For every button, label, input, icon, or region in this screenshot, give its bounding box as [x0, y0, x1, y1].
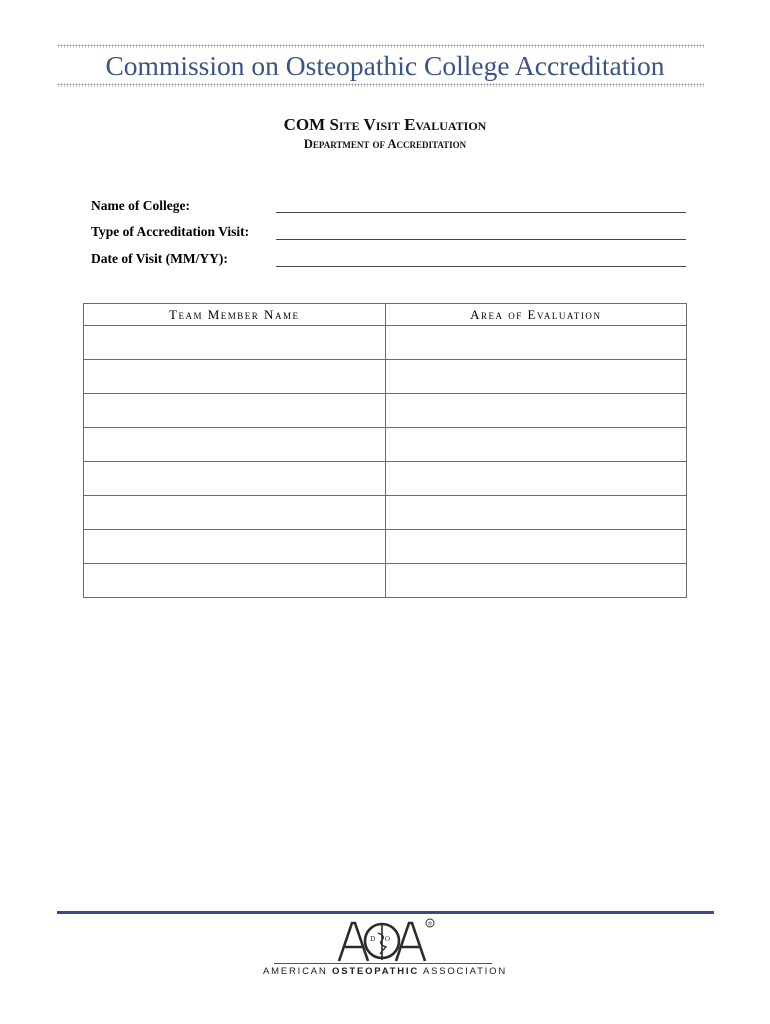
- team-member-name-cell[interactable]: [84, 530, 386, 564]
- team-member-table: [83, 303, 687, 598]
- table-row: [84, 394, 687, 428]
- area-of-evaluation-cell[interactable]: [385, 564, 687, 598]
- visit-type-label: Type of Accreditation Visit:: [91, 224, 250, 239]
- table-row: [84, 326, 687, 360]
- team-member-name-cell[interactable]: [84, 428, 386, 462]
- visit-date-label: Date of Visit (MM/YY):: [91, 251, 228, 266]
- footer-divider: [57, 911, 714, 914]
- table-row: [84, 360, 687, 394]
- header-bottom-divider: [57, 83, 704, 87]
- team-member-name-cell[interactable]: [84, 564, 386, 598]
- team-member-name-cell[interactable]: [84, 360, 386, 394]
- area-of-evaluation-cell[interactable]: [385, 360, 687, 394]
- aoa-logo: [335, 917, 435, 965]
- area-of-evaluation-cell[interactable]: [385, 462, 687, 496]
- logo-inner-letters: D O: [370, 935, 394, 943]
- table-row: [84, 428, 687, 462]
- college-name-field[interactable]: [276, 212, 686, 213]
- team-member-name-header: Team Member Name: [84, 304, 386, 326]
- table-row: [84, 462, 687, 496]
- document-title: COM Site Visit Evaluation: [283, 115, 487, 134]
- team-member-name-cell[interactable]: [84, 394, 386, 428]
- document-subtitle: Department of Accreditation: [303, 137, 467, 151]
- team-member-name-cell[interactable]: [84, 326, 386, 360]
- organization-title: Commission on Osteopathic College Accreditation: [105, 50, 665, 81]
- team-member-name-cell[interactable]: [84, 462, 386, 496]
- association-bold: OSTEOPATHIC: [332, 966, 420, 977]
- area-of-evaluation-cell[interactable]: [385, 394, 687, 428]
- registered-mark: ®: [427, 921, 433, 928]
- table-row: [84, 530, 687, 564]
- area-of-evaluation-header: Area of Evaluation: [385, 304, 687, 326]
- association-suffix: ASSOCIATION: [422, 966, 507, 977]
- team-member-name-cell[interactable]: [84, 496, 386, 530]
- table-row: [84, 564, 687, 598]
- area-of-evaluation-cell[interactable]: [385, 496, 687, 530]
- association-prefix: AMERICAN: [263, 966, 328, 977]
- logo-underline: [274, 963, 492, 964]
- table-header-row: [84, 304, 687, 326]
- college-name-label: Name of College:: [91, 198, 190, 213]
- header-top-divider: [57, 44, 704, 48]
- area-of-evaluation-cell[interactable]: [385, 326, 687, 360]
- visit-date-field[interactable]: [276, 266, 686, 267]
- association-name: [0, 966, 770, 977]
- area-of-evaluation-cell[interactable]: [385, 428, 687, 462]
- visit-type-field[interactable]: [276, 239, 686, 240]
- table-row: [84, 496, 687, 530]
- area-of-evaluation-cell[interactable]: [385, 530, 687, 564]
